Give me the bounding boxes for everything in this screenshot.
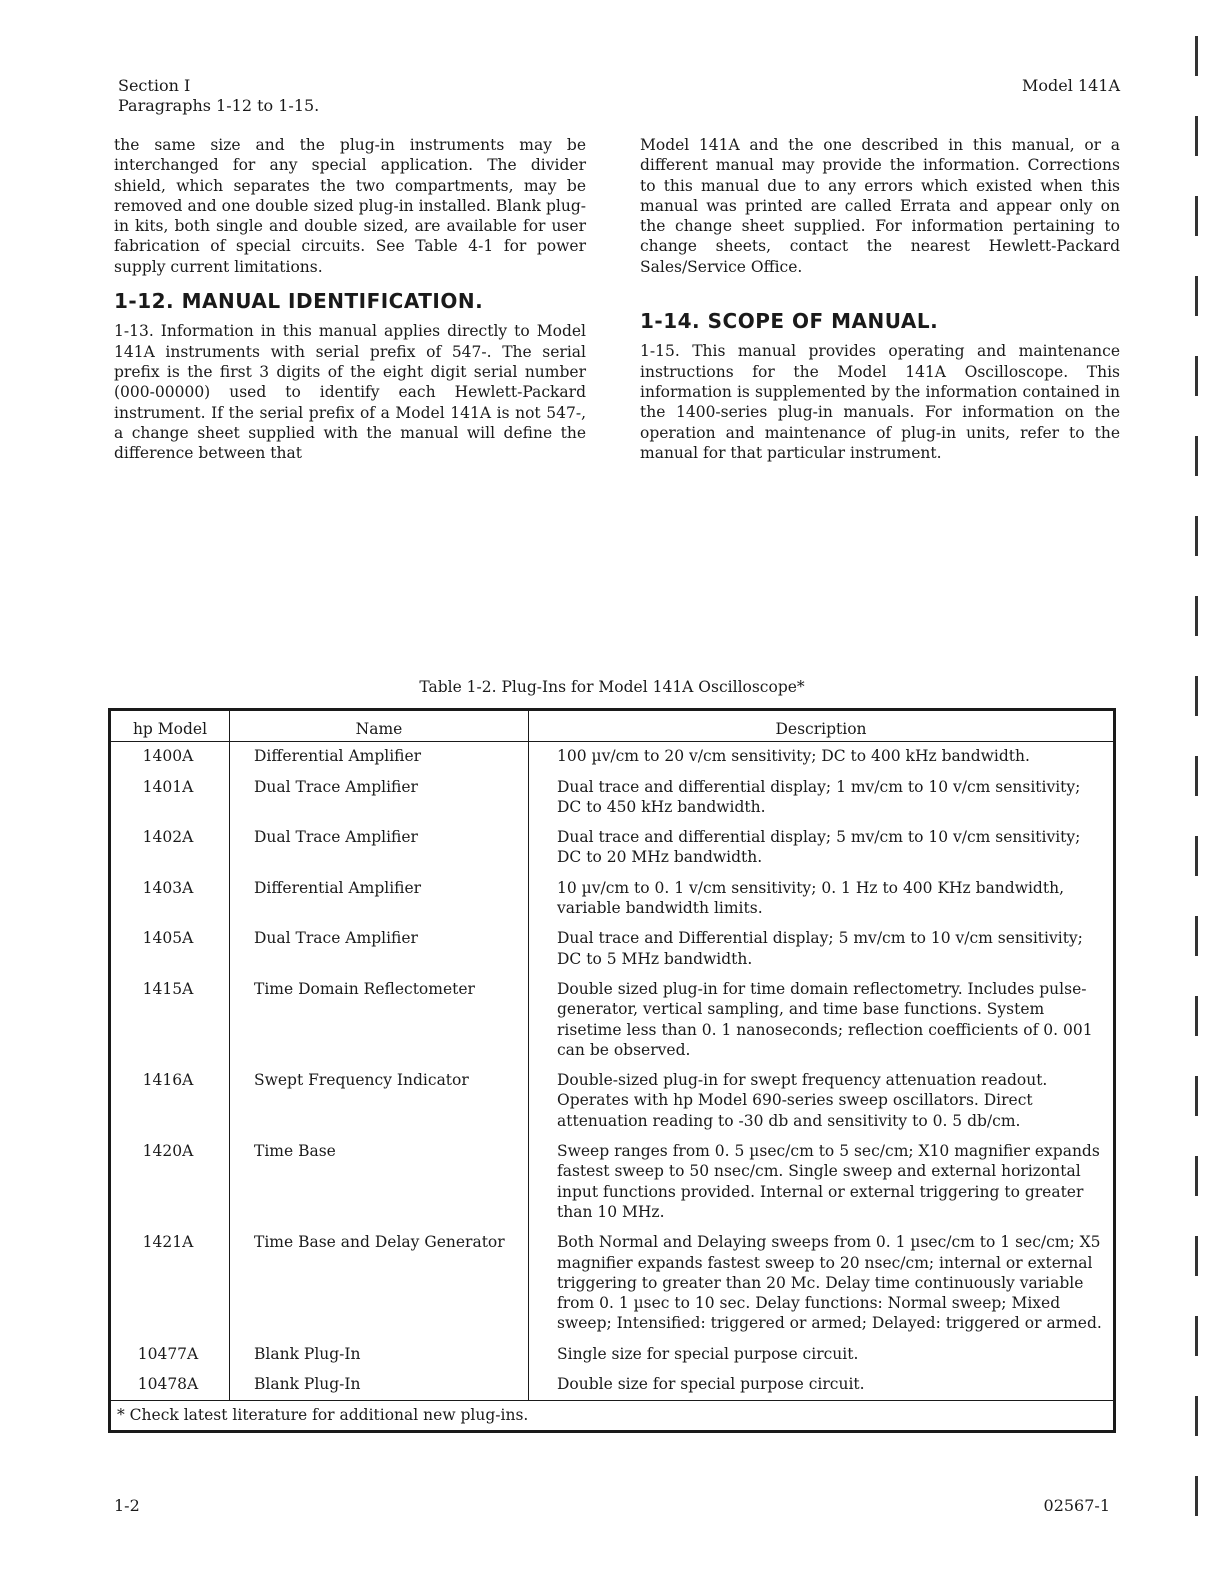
model-cell: 1401A bbox=[142, 777, 194, 796]
section-label: Section I bbox=[118, 76, 191, 95]
model-cell: 1402A bbox=[142, 828, 194, 847]
page-number: 1-2 bbox=[114, 1496, 140, 1515]
name-cell: Time Base and Delay Generator bbox=[230, 1228, 529, 1339]
right-column bbox=[640, 135, 1120, 463]
table-row bbox=[110, 1340, 1115, 1370]
column-header-name: Name bbox=[230, 710, 529, 742]
model-cell: 1420A bbox=[142, 1142, 194, 1161]
margin-mark bbox=[1195, 1236, 1198, 1276]
description-cell: Sweep ranges from 0. 5 µsec/cm to 5 sec/cm; X10 magnifier expands fastest sweep to 50 nsec/cm. Single sweep and external horizontal input functions provided. Internal or external triggering to greater than 10 MHz. bbox=[529, 1137, 1115, 1228]
scope-of-manual-paragraph: 1-15. This manual provides operating and maintenance instructions for the Model 141A Oscilloscope. This information is supplemented by the information contained in the 1400-series plug-in manuals. For information on the operation and maintenance of plug-in units, refer to the manual for that particular instrument. bbox=[640, 342, 1120, 462]
table-row bbox=[110, 1228, 1115, 1339]
name-cell: Time Domain Reflectometer bbox=[230, 975, 529, 1066]
margin-mark bbox=[1195, 516, 1198, 556]
margin-mark bbox=[1195, 1476, 1198, 1516]
table-body bbox=[110, 742, 1115, 1401]
plugins-table bbox=[108, 708, 1116, 1433]
margin-mark bbox=[1195, 436, 1198, 476]
paragraphs-label: Paragraphs 1-12 to 1-15. bbox=[118, 96, 320, 115]
margin-mark bbox=[1195, 36, 1198, 76]
name-cell: Blank Plug-In bbox=[230, 1370, 529, 1401]
table-row bbox=[110, 1370, 1115, 1401]
margin-mark bbox=[1195, 756, 1198, 796]
table-footnote-row bbox=[110, 1401, 1115, 1431]
margin-mark bbox=[1195, 916, 1198, 956]
table-row bbox=[110, 742, 1115, 773]
margin-mark bbox=[1195, 276, 1198, 316]
margin-mark bbox=[1195, 1156, 1198, 1196]
name-cell: Time Base bbox=[230, 1137, 529, 1228]
name-cell: Differential Amplifier bbox=[230, 874, 529, 925]
description-cell: 10 µv/cm to 0. 1 v/cm sensitivity; 0. 1 Hz to 400 KHz bandwidth, variable bandwidth limits. bbox=[529, 874, 1115, 925]
manual-identification-heading: 1-12. MANUAL IDENTIFICATION. bbox=[114, 289, 484, 314]
margin-mark bbox=[1195, 596, 1198, 636]
right-intro-paragraph: Model 141A and the one described in this manual, or a different manual may provide the information. Corrections to this manual due to any errors which existed when this manual was printed are called Errata and appear only on the change sheet supplied. For information pertaining to change sheets, contact the nearest Hewlett-Packard Sales/Service Office. bbox=[640, 136, 1120, 276]
name-cell: Swept Frequency Indicator bbox=[230, 1066, 529, 1137]
model-cell: 1415A bbox=[142, 979, 194, 998]
model-label: Model 141A bbox=[1021, 76, 1120, 95]
description-cell: Dual trace and differential display; 1 mv/cm to 10 v/cm sensitivity; DC to 450 kHz bandwidth. bbox=[529, 773, 1115, 824]
name-cell: Dual Trace Amplifier bbox=[230, 924, 529, 975]
table-footnote: * Check latest literature for additional new plug-ins. bbox=[110, 1401, 1115, 1431]
model-cell: 1405A bbox=[142, 929, 194, 948]
name-cell: Differential Amplifier bbox=[230, 742, 529, 773]
table-row bbox=[110, 975, 1115, 1066]
margin-mark bbox=[1195, 196, 1198, 236]
model-cell: 1403A bbox=[142, 878, 194, 897]
margin-mark bbox=[1195, 356, 1198, 396]
model-cell: 10477A bbox=[137, 1344, 199, 1363]
description-cell: Double-sized plug-in for swept frequency attenuation readout. Operates with hp Model 690-series sweep oscillators. Direct attenuation reading to -30 db and sensitivity to 0. 5 db/cm. bbox=[529, 1066, 1115, 1137]
table-row bbox=[110, 1137, 1115, 1228]
scope-of-manual-heading: 1-14. SCOPE OF MANUAL. bbox=[640, 309, 939, 334]
margin-mark bbox=[1195, 676, 1198, 716]
description-cell: Dual trace and differential display; 5 mv/cm to 10 v/cm sensitivity; DC to 20 MHz bandwidth. bbox=[529, 823, 1115, 874]
model-cell: 1421A bbox=[142, 1233, 194, 1252]
margin-mark bbox=[1195, 1076, 1198, 1116]
margin-mark bbox=[1195, 1396, 1198, 1436]
table-row bbox=[110, 924, 1115, 975]
table-row bbox=[110, 874, 1115, 925]
description-cell: Both Normal and Delaying sweeps from 0. 1 µsec/cm to 1 sec/cm; X5 magnifier expands fastest sweep to 20 nsec/cm; internal or external triggering to greater than 20 Mc. Delay time continuously variable from 0. 1 µsec to 10 sec. Delay functions: Normal sweep; Mixed sweep; Intensified: triggered or armed; Delayed: triggered or armed. bbox=[529, 1228, 1115, 1339]
left-column bbox=[114, 135, 586, 463]
margin-mark bbox=[1195, 996, 1198, 1036]
description-cell: Dual trace and Differential display; 5 mv/cm to 10 v/cm sensitivity; DC to 5 MHz bandwidth. bbox=[529, 924, 1115, 975]
margin-mark bbox=[1195, 116, 1198, 156]
margin-mark bbox=[1195, 836, 1198, 876]
model-cell: 1400A bbox=[142, 747, 194, 766]
column-header-model: hp Model bbox=[110, 710, 230, 742]
left-intro-paragraph: the same size and the plug-in instruments may be interchanged for any special application. The divider shield, which separates the two compartments, may be removed and one double sized plug-in installed. Blank plug-in kits, both single and double sized, are available for user fabrication of special circuits. See Table 4-1 for power supply current limitations. bbox=[114, 136, 586, 276]
name-cell: Dual Trace Amplifier bbox=[230, 823, 529, 874]
name-cell: Blank Plug-In bbox=[230, 1340, 529, 1370]
table-caption: Table 1-2. Plug-Ins for Model 141A Oscilloscope* bbox=[419, 678, 805, 696]
model-cell: 10478A bbox=[137, 1375, 199, 1394]
page-header-left bbox=[118, 76, 319, 116]
manual-identification-paragraph: 1-13. Information in this manual applies directly to Model 141A instruments with serial prefix of 547-. The serial prefix is the first 3 digits of the eight digit serial number (000-00000) used to identify each Hewlett-Packard instrument. If the serial prefix of a Model 141A is not 547-, a change sheet supplied with the manual will define the difference between that bbox=[114, 322, 586, 463]
description-cell: Single size for special purpose circuit. bbox=[529, 1340, 1115, 1370]
model-cell: 1416A bbox=[142, 1071, 194, 1090]
table-header-row bbox=[110, 710, 1115, 742]
table-row bbox=[110, 1066, 1115, 1137]
column-header-description: Description bbox=[529, 710, 1115, 742]
margin-mark bbox=[1195, 1316, 1198, 1356]
description-cell: 100 µv/cm to 20 v/cm sensitivity; DC to 400 kHz bandwidth. bbox=[529, 742, 1115, 773]
document-number: 02567-1 bbox=[1043, 1496, 1110, 1515]
table-row bbox=[110, 773, 1115, 824]
table-row bbox=[110, 823, 1115, 874]
name-cell: Dual Trace Amplifier bbox=[230, 773, 529, 824]
description-cell: Double size for special purpose circuit. bbox=[529, 1370, 1115, 1401]
description-cell: Double sized plug-in for time domain reflectometry. Includes pulse-generator, vertical sampling, and time base functions. System risetime less than 0. 1 nanoseconds; reflection coefficients of 0. 001 can be observed. bbox=[529, 975, 1115, 1066]
